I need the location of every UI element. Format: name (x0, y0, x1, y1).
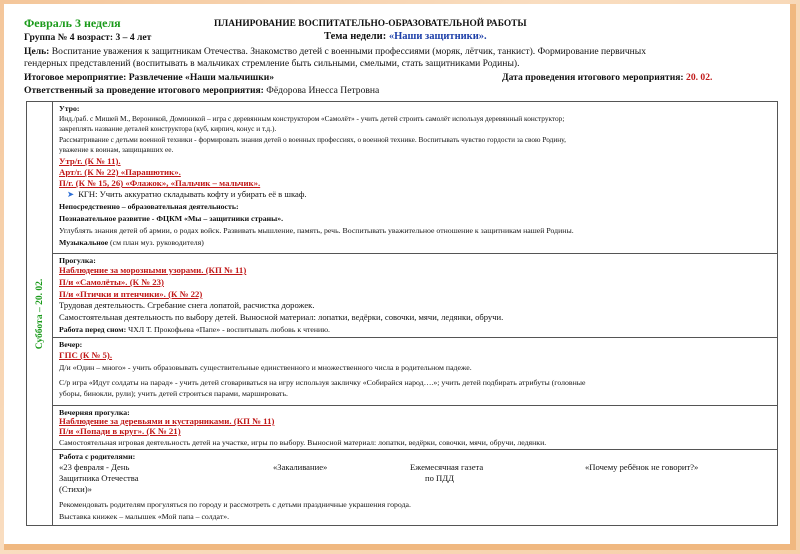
parents-item-3-line-1: Ежемесячная газета (410, 462, 484, 472)
before-sleep-label: Работа перед сном: (59, 325, 127, 334)
document-header (24, 18, 774, 102)
evening-line-1: Д/и «Один – много» - учить образовывать существительные единственного и множественного числа в родительном падеже. (59, 363, 472, 372)
morning-link-exercise[interactable]: Утр/г. (К № 11). (59, 156, 121, 166)
day-column (27, 102, 53, 525)
evening-line-3: уборы, бинокли, рули); учить детей строиться парами, маршировать. (59, 389, 288, 398)
parents-item-4: «Почему ребёнок не говорит?» (585, 462, 699, 472)
morning-line-4: уважение к воинам, защищавших ее. (59, 145, 174, 154)
document-title: ПЛАНИРОВАНИЕ ВОСПИТАТЕЛЬНО-ОБРАЗОВАТЕЛЬНОЙ РАБОТЫ (214, 19, 527, 29)
frame-bar-bottom (4, 544, 796, 550)
document-page (4, 4, 796, 550)
week-label: Февраль 3 неделя (24, 16, 121, 30)
morning-line-2: закреплять название деталей конструктора (куб, кирпич, конус и т.д.). (59, 124, 277, 133)
goal-text-1: Воспитание уважения к защитникам Отечества. Знакомство детей с военными профессиями (моряк, лётчик, танкист). Формирование первичных (51, 46, 647, 57)
evening-walk-section (53, 406, 777, 450)
walk-section (53, 254, 777, 338)
final-event: Итоговое мероприятие: Развлечение «Наши мальчишки» (24, 72, 275, 83)
music-label: Музыкальное (59, 238, 109, 247)
plan-table (26, 101, 778, 526)
walk-link-planes[interactable]: П/и «Самолёты». (К № 23) (59, 277, 164, 287)
before-sleep-desc: ЧХЛ Т. Прокофьева «Папе» - воспитывать любовь к чтению. (126, 325, 330, 334)
responsible (24, 85, 379, 96)
week-theme-label: Тема недели: (324, 31, 389, 42)
evening-walk-link-trees[interactable]: Наблюдение за деревьями и кустарниками. (КП № 11) (59, 416, 275, 426)
cognitive-heading: Познавательное развитие - ФЦКМ «Мы – защитники страны». (59, 214, 284, 223)
final-date-value: 20. 02. (686, 72, 713, 83)
week-theme-value: «Наши защитники». (388, 31, 487, 42)
direct-activity-heading: Непосредственно – образовательная деятельность: (59, 202, 239, 211)
final-date (502, 72, 712, 83)
kgn-text: КГН: Учить аккуратно складывать кофту и убирать её в шкаф. (78, 189, 307, 199)
walk-heading: Прогулка: (59, 256, 96, 265)
goal-label: Цель: (24, 46, 52, 57)
morning-line-1: Инд./раб. с Мишей М., Вероникой, Доминикой – игра с деревянным конструктором «Самолёт» - учить детей строить самолёт используя деревянный конструктор; (59, 114, 565, 123)
cognitive-desc: Углублять знания детей об армии, о родах войск. Развивать мышление, память, речь. Воспитывать уважительное отношение к защитникам нашей Родины. (59, 226, 574, 235)
morning-line-3: Рассматривание с детьми военной техники - формировать знания детей о военных профессиях, о военной технике. Воспитывать чувство гордости за свою Родину, (59, 135, 566, 144)
kgn-line (67, 190, 307, 199)
group-info: Группа № 4 возраст: 3 – 4 лет (24, 32, 152, 43)
day-label: Суббота – 20. 02. (35, 278, 45, 350)
music-desc: (см план муз. руководителя) (108, 238, 204, 247)
evening-link-gymnastics[interactable]: ГПС (К № 5). (59, 350, 113, 360)
responsible-name: Фёдорова Инесса Петровна (266, 85, 380, 96)
parents-exhibition: Выставка книжек – малышек «Мой папа – солдат». (59, 512, 230, 521)
parents-item-2: «Закаливание» (273, 462, 328, 472)
parents-heading: Работа с родителями: (59, 452, 136, 461)
parents-item-1-line-2: Защитника Отечества (59, 473, 139, 483)
parents-item-3-line-2: по ПДД (425, 473, 454, 483)
parents-recommendation: Рекомендовать родителям прогуляться по городу и рассмотреть с детьми праздничные украшения города. (59, 500, 411, 509)
morning-link-finger-game[interactable]: П/г. (К № 15, 26) «Флажок», «Пальчик – мальчик». (59, 178, 261, 188)
bullet-icon: ➤ (67, 189, 75, 199)
parents-item-1-line-1: «23 февраля - День (59, 462, 130, 472)
frame-bar-right (790, 4, 796, 550)
goal-line-2: гендерных представлений (воспитывать в мальчиках стремление быть сильными, смелыми, стать защитниками Родины). (24, 58, 520, 69)
evening-walk-link-circle[interactable]: П/и «Попади в круг». (К № 21) (59, 426, 181, 436)
labor-line: Трудовая деятельность. Сгребание снега лопатой, расчистка дорожек. (59, 300, 315, 310)
goal-line-1 (24, 46, 646, 57)
parents-item-1-line-3: (Стихи)» (59, 484, 92, 494)
parents-section (53, 450, 777, 527)
morning-section (53, 102, 777, 254)
music-line (59, 238, 204, 247)
evening-section (53, 338, 777, 406)
walk-link-observation[interactable]: Наблюдение за морозными узорами. (КП № 11) (59, 265, 247, 275)
walk-link-birds[interactable]: П/и «Птички и птенчики». (К № 22) (59, 289, 203, 299)
evening-walk-free: Самостоятельная игровая деятельность детей на участке, игры по выбору. Выносной материал: лопатки, ведёрки, совочки, мячи, обручи, ледянки. (59, 438, 547, 447)
evening-walk-heading: Вечерняя прогулка: (59, 408, 130, 417)
evening-line-2: С/р игра «Идут солдаты на парад» - учить детей сговариваться на игру используя закличку «Собирайся народ….»; учить детей подбирать атрибуты (головные (59, 378, 586, 387)
final-date-label: Дата проведения итогового мероприятия: (502, 72, 687, 83)
morning-link-articulation[interactable]: Арт/г. (К № 22) «Парашютик». (59, 167, 181, 177)
before-sleep-line (59, 325, 330, 334)
week-theme (324, 31, 487, 42)
free-activity-line: Самостоятельная деятельность по выбору детей. Выносной материал: лопатки, ведёрки, совочки, мячи, ледянки, обручи. (59, 312, 504, 322)
morning-heading: Утро: (59, 104, 80, 113)
evening-heading: Вечер: (59, 340, 83, 349)
responsible-label: Ответственный за проведение итогового мероприятия: (24, 85, 267, 96)
